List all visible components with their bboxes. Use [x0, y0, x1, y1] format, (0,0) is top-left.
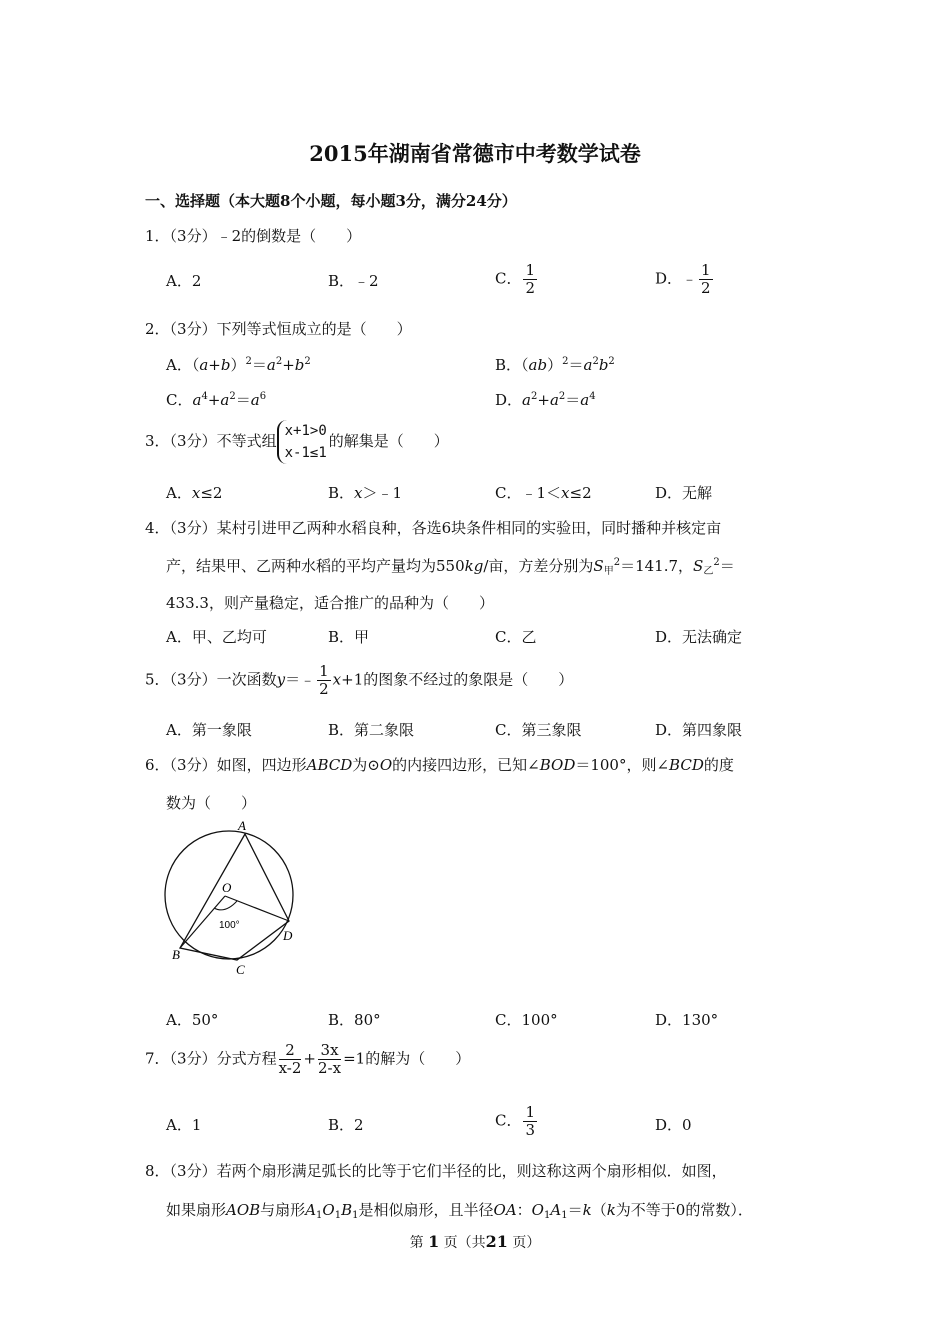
- question-8-line-2: 如果扇形AOB与扇形$A_1O_1B_1$是相似扇形，且半径OA：$O_1A_1=k(k$为不等于0的常数）．: [166, 1201, 753, 1221]
- label-a: A: [238, 818, 246, 833]
- q7-option-d: D．0: [655, 1116, 692, 1134]
- q1-option-a: A．2: [166, 272, 202, 290]
- q4-option-b: B．甲: [328, 628, 370, 646]
- question-4-line-3: 433.3，则产量稳定，适合推广的品种为（ ）: [166, 594, 494, 612]
- question-3: 3．（3分）不等式组 x+1>0 x-1≤1 的解集是（ ）: [145, 420, 449, 464]
- q7-option-a: A．1: [166, 1116, 202, 1134]
- q2-option-a: A．$(a+b)^2=a^2+b^2$: [166, 356, 311, 374]
- q1-option-b: B．﹣2: [328, 272, 379, 290]
- q2-option-c: C．$a^4+a^2=a^6$: [166, 391, 267, 409]
- label-b: B: [172, 947, 180, 962]
- q6-option-b: B．80°: [328, 1011, 381, 1029]
- page-title: 2015年湖南省常德市中考数学试卷: [309, 141, 641, 166]
- page-footer: 第 1 页（共21 页）: [409, 1232, 541, 1251]
- q2-option-b: B．$(ab)^2=a^2b^2$: [495, 356, 615, 374]
- q4-option-c: C．乙: [495, 628, 537, 646]
- question-8-line-1: 8．（3分）若两个扇形满足弧长的比等于它们半径的比，则这称这两个扇形相似．如图，: [145, 1162, 727, 1180]
- section-heading: 一、选择题（本大题8个小题，每小题3分，满分24分）: [145, 192, 517, 210]
- label-c: C: [236, 962, 245, 977]
- question-7: 7．（3分）分式方程 $\frac{2}{x-2}$ + $\frac{3x}{2-x}$ =1的解为（ ）: [145, 1041, 471, 1077]
- question-2: 2．（3分）下列等式恒成立的是（ ）: [145, 320, 412, 338]
- question-4-line-2: 产，结果甲、乙两种水稻的平均产量均为550kg/亩，方差分别为$S_甲^2=141.7$，$S_乙^2=$: [166, 557, 735, 577]
- q5-option-d: D．第四象限: [655, 721, 743, 739]
- question-5: 5．（3分）一次函数y＝﹣ $\frac{1}{2}$ x+1的图象不经过的象限是（ ）: [145, 662, 574, 698]
- q3-option-a: A．x≤2: [166, 484, 223, 502]
- label-angle: 100°: [219, 920, 240, 931]
- q4-option-d: D．无法确定: [655, 628, 743, 646]
- q6-option-a: A．50°: [166, 1011, 219, 1029]
- q7-option-b: B．2: [328, 1116, 364, 1134]
- label-o: O: [222, 880, 232, 895]
- q7-option-c: C． $\frac{1}{3}$: [495, 1103, 536, 1139]
- q3-option-c: C．﹣1＜x≤2: [495, 484, 592, 502]
- question-6-line-2: 数为（ ）: [166, 794, 257, 812]
- question-6-line-1: 6．（3分）如图，四边形ABCD为⊙O的内接四边形，已知∠BOD＝100°，则∠BCD的度: [145, 756, 734, 774]
- q5-option-c: C．第三象限: [495, 721, 582, 739]
- q2-option-d: D．$a^2+a^2=a^4$: [495, 391, 596, 409]
- q6-option-c: C．100°: [495, 1011, 558, 1029]
- q4-option-a: A．甲、乙均可: [166, 628, 267, 646]
- q3-option-b: B．x＞﹣1: [328, 484, 403, 502]
- label-d: D: [283, 928, 293, 943]
- q5-option-a: A．第一象限: [166, 721, 252, 739]
- q6-option-d: D．130°: [655, 1011, 719, 1029]
- circle-figure: [150, 812, 310, 982]
- inequality-system: x+1>0 x-1≤1: [277, 420, 327, 464]
- question-4-line-1: 4．（3分）某村引进甲乙两种水稻良种，各选6块条件相同的实验田，同时播种并核定亩: [145, 519, 722, 537]
- q3-option-d: D．无解: [655, 484, 713, 502]
- radius-od: [225, 896, 289, 921]
- q5-option-b: B．第二象限: [328, 721, 415, 739]
- q1-option-d: D．﹣ $\frac{1}{2}$: [655, 261, 711, 297]
- question-1: 1．（3分）﹣2的倒数是（ ）: [145, 227, 362, 245]
- q1-option-c: C． $\frac{1}{2}$: [495, 261, 536, 297]
